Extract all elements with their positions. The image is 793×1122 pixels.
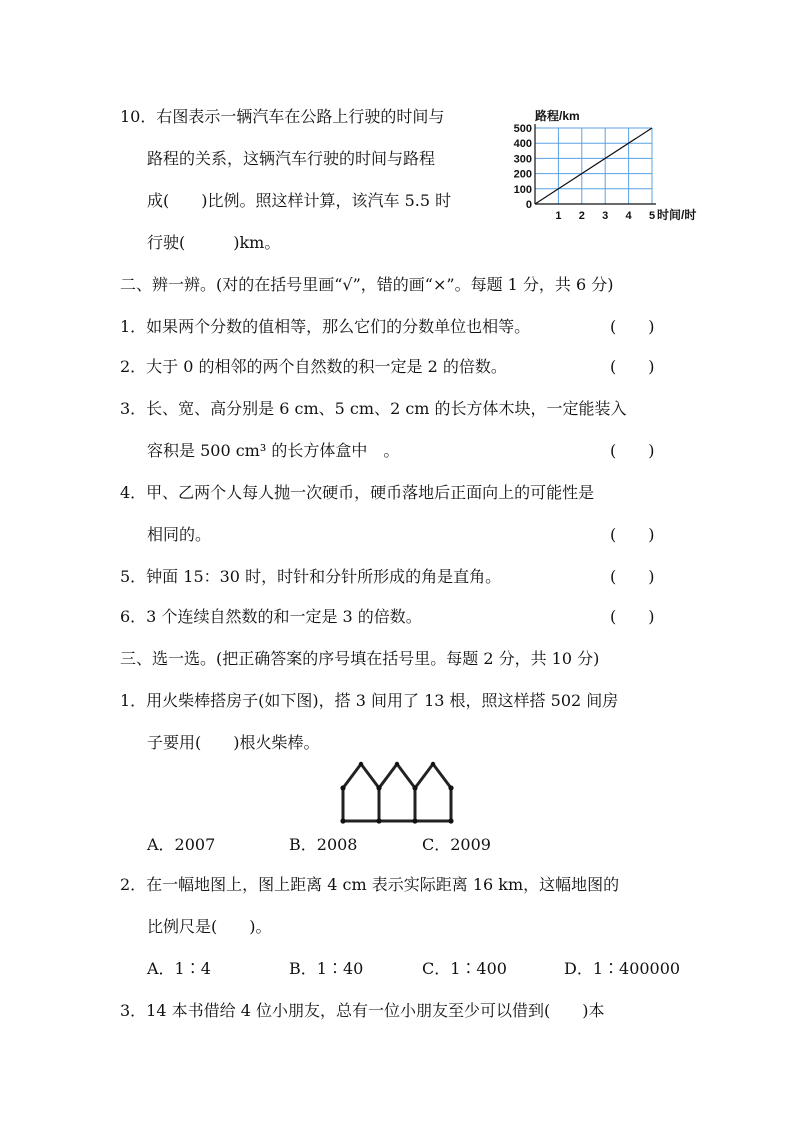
chart-y-tick-label: 400 <box>513 138 532 151</box>
judge-item-3-line-2: 容积是 500 cm³ 的长方体盒中 。 <box>147 441 400 460</box>
judge-item-4-line-2: 相同的。 <box>147 525 212 544</box>
judge-answer-paren-3[interactable]: ( ) <box>610 441 655 460</box>
choice-q1-option-c[interactable]: C．2009 <box>422 835 491 854</box>
judge-item-2: 2．大于 0 的相邻的两个自然数的积一定是 2 的倍数。 <box>120 357 507 376</box>
q10-line-4: 行驶( )km。 <box>147 233 281 252</box>
chart-series-line <box>535 128 652 204</box>
matchstick-houses-figure <box>335 758 465 828</box>
judge-answer-paren-5[interactable]: ( ) <box>610 567 655 586</box>
chart-y-tick-label: 200 <box>513 168 532 181</box>
chart-x-tick-label: 5 <box>648 210 656 222</box>
q10-line-1: 10．右图表示一辆汽车在公路上行驶的时间与 <box>120 107 445 126</box>
chart-x-tick-label: 1 <box>555 210 562 222</box>
judge-item-1: 1．如果两个分数的值相等，那么它们的分数单位也相等。 <box>120 317 531 336</box>
chart-x-tick-label: 2 <box>578 210 585 222</box>
chart-series <box>535 128 652 204</box>
chart-y-tick-label: 300 <box>513 153 532 166</box>
chart-y-axis-label: 路程/km <box>535 109 580 123</box>
q10-line-2: 路程的关系，这辆汽车行驶的时间与路程 <box>147 149 436 168</box>
choice-q2-line-1: 2．在一幅地图上，图上距离 4 cm 表示实际距离 16 km，这幅地图的 <box>120 875 620 894</box>
chart-y-tick-label: 100 <box>513 183 532 196</box>
judge-answer-paren-4[interactable]: ( ) <box>610 525 655 544</box>
judge-item-3-line-1: 3．长、宽、高分别是 6 cm、5 cm、2 cm 的长方体木块，一定能装入 <box>120 399 627 418</box>
judge-answer-paren-1[interactable]: ( ) <box>610 317 655 336</box>
section2-heading: 二、辨一辨。(对的在括号里画“√”，错的画“×”。每题 1 分，共 6 分) <box>120 275 614 294</box>
section3-heading: 三、选一选。(把正确答案的序号填在括号里。每题 2 分，共 10 分) <box>120 649 600 668</box>
judge-answer-paren-2[interactable]: ( ) <box>610 357 655 376</box>
choice-q2-option-b[interactable]: B．1∶40 <box>289 959 364 978</box>
choice-q2-option-c[interactable]: C．1∶400 <box>422 959 507 978</box>
choice-q3-line-1: 3．14 本书借给 4 位小朋友，总有一位小朋友至少可以借到( )本 <box>120 1001 605 1020</box>
judge-item-4-line-1: 4．甲、乙两个人每人抛一次硬币，硬币落地后正面向上的可能性是 <box>120 483 595 502</box>
chart-x-axis-label: 时间/时 <box>657 208 697 222</box>
chart-y-tick-label: 500 <box>513 123 532 135</box>
q10-line-3: 成( )比例。照这样计算，该汽车 5.5 时 <box>147 191 452 210</box>
judge-item-6: 6．3 个连续自然数的和一定是 3 的倍数。 <box>120 607 422 626</box>
chart-x-tick-label: 4 <box>625 210 632 222</box>
choice-q2-option-d[interactable]: D．1∶400000 <box>564 959 681 978</box>
judge-answer-paren-6[interactable]: ( ) <box>610 607 655 626</box>
choice-q1-option-a[interactable]: A．2007 <box>147 835 216 854</box>
choice-q2-option-a[interactable]: A．1∶4 <box>147 959 211 978</box>
chart-y-tick-label: 0 <box>525 199 532 211</box>
judge-item-5: 5．钟面 15：30 时，时针和分针所形成的角是直角。 <box>120 567 502 586</box>
time-distance-chart <box>505 106 705 226</box>
chart-x-tick-label: 3 <box>602 210 609 222</box>
choice-q1-option-b[interactable]: B．2008 <box>289 835 358 854</box>
choice-q1-line-2: 子要用( )根火柴棒。 <box>147 733 320 752</box>
choice-q1-line-1: 1．用火柴棒搭房子(如下图)，搭 3 间用了 13 根，照这样搭 502 间房 <box>120 691 619 710</box>
choice-q2-line-2: 比例尺是( )。 <box>147 917 272 936</box>
